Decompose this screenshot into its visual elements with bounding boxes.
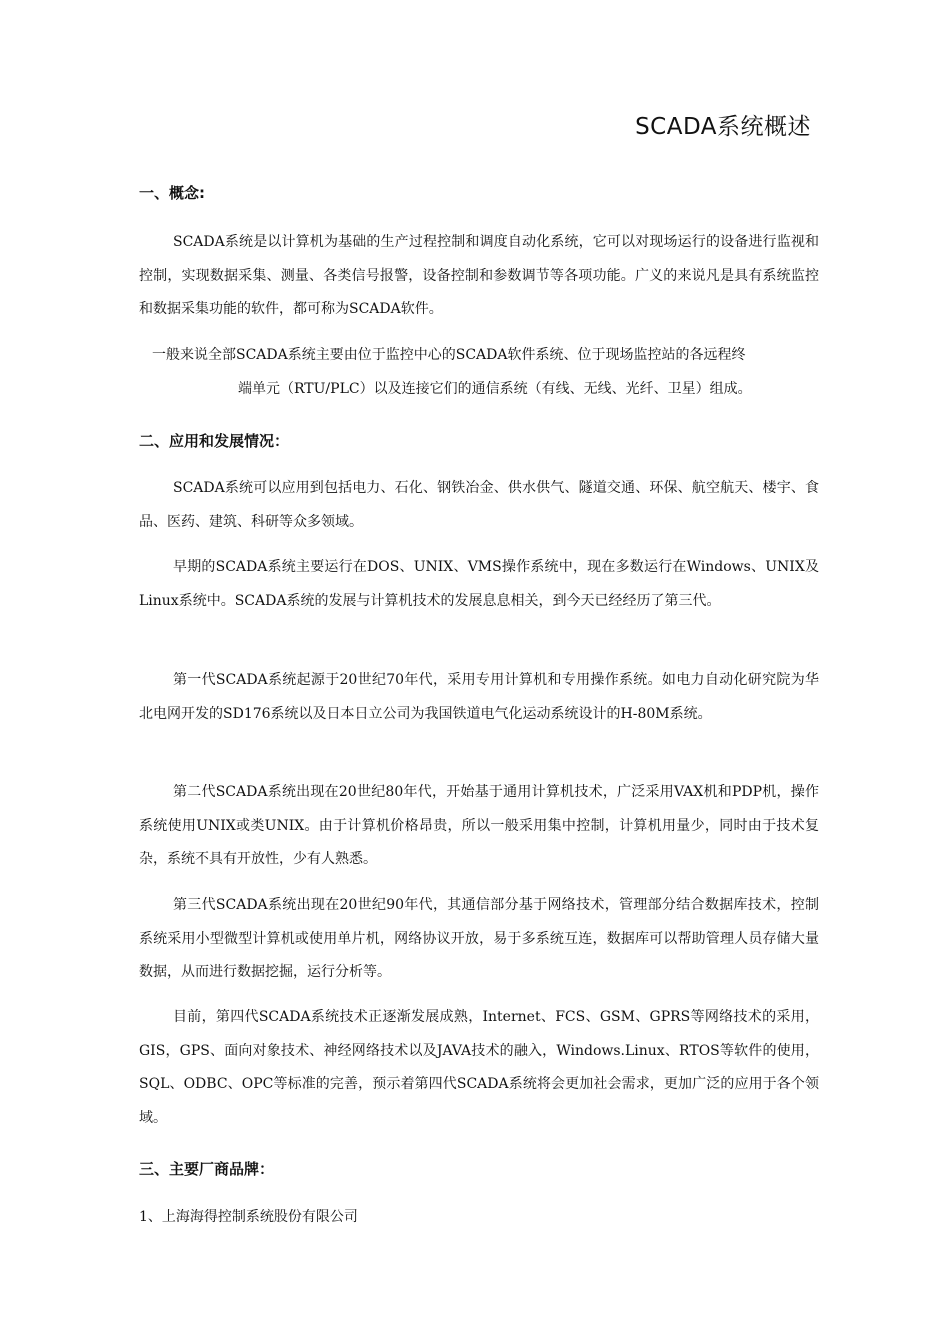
paragraph-fourth-generation: 目前，第四代SCADA系统技术正逐渐发展成熟，Internet、FCS、GSM、GPRS等网络技术的采用，GIS，GPS、面向对象技术、神经网络技术以及JAVA技术的融入，Windows.Linux、RTOS等软件的使用，SQL、ODBC、OPC等标准的完善，预示着第四代SCADA系统将会更加社会需求，更加广泛的应用于各个领域。: [139, 1009, 819, 1126]
paragraph-composition-line-2: 端单元（RTU/PLC）以及连接它们的通信系统（有线、无线、光纤、卫星）组成。: [238, 381, 752, 397]
section-heading-application: 二、应用和发展情况：: [139, 432, 290, 450]
paragraph-concept-definition: SCADA系统是以计算机为基础的生产过程控制和调度自动化系统，它可以对现场运行的设备进行监视和控制，实现数据采集、测量、各类信号报警，设备控制和参数调节等各项功能。广义的来说凡是具有系统监控和数据采集功能的软件，都可称为SCADA软件。: [139, 234, 819, 318]
paragraph-composition-line-1: 一般来说全部SCADA系统主要由位于监控中心的SCADA软件系统、位于现场监控站的各远程终: [152, 347, 746, 363]
paragraph-first-generation: 第一代SCADA系统起源于20世纪70年代，采用专用计算机和专用操作系统。如电力自动化研究院为华北电网开发的SD176系统以及日本日立公司为我国铁道电气化运动系统设计的H-80M系统。: [139, 672, 819, 722]
paragraph-second-generation: 第二代SCADA系统出现在20世纪80年代，开始基于通用计算机技术，广泛采用VAX机和PDP机，操作系统使用UNIX或类UNIX。由于计算机价格昂贵，所以一般采用集中控制，计算机用量少，同时由于技术复杂，系统不具有开放性，少有人熟悉。: [139, 784, 819, 868]
page-title: SCADA系统概述: [635, 114, 811, 140]
section-heading-concept: 一、概念:: [139, 184, 205, 202]
paragraph-early-systems: 早期的SCADA系统主要运行在DOS、UNIX、VMS操作系统中，现在多数运行在Windows、UNIX及Linux系统中。SCADA系统的发展与计算机技术的发展息息相关，到今天已经经历了第三代。: [139, 559, 819, 609]
section-heading-vendors: 三、主要厂商品牌：: [139, 1160, 275, 1178]
paragraph-application-fields: SCADA系统可以应用到包括电力、石化、钢铁冶金、供水供气、隧道交通、环保、航空航天、楼宇、食品、医药、建筑、科研等众多领域。: [139, 480, 819, 530]
paragraph-third-generation: 第三代SCADA系统出现在20世纪90年代，其通信部分基于网络技术，管理部分结合数据库技术，控制系统采用小型微型计算机或使用单片机，网络协议开放，易于多系统互连，数据库可以帮助管理人员存储大量数据，从而进行数据挖掘，运行分析等。: [139, 897, 819, 981]
list-item: 1、上海海得控制系统股份有限公司: [139, 1209, 358, 1225]
